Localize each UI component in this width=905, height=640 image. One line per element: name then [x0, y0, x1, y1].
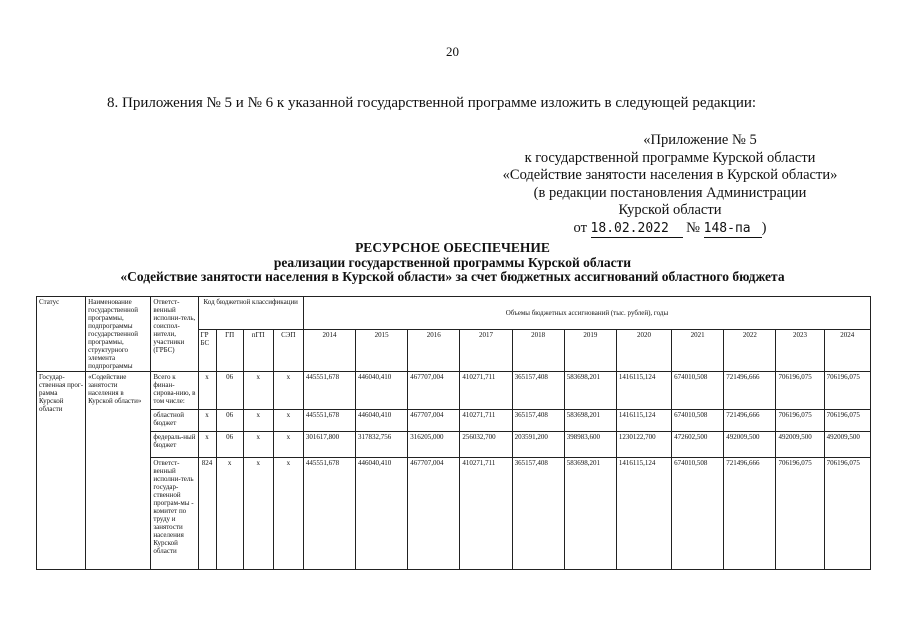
value-cell: 467707,004 — [408, 458, 460, 570]
sep-cell: х — [273, 410, 303, 432]
pgp-cell: х — [243, 410, 273, 432]
value-cell: 446040,410 — [356, 410, 408, 432]
header-code: Код бюджетной классификации — [198, 297, 303, 330]
grbs-cell: 824 — [198, 458, 216, 570]
pgp-cell: х — [243, 458, 273, 570]
grbs-cell: х — [198, 410, 216, 432]
value-cell: 706196,075 — [824, 458, 870, 570]
value-cell: 674010,508 — [672, 410, 724, 432]
header-volumes: Объемы бюджетных ассигнований (тыс. рублей), годы — [303, 297, 870, 330]
program-name-cell: «Содействие занятости населения в Курской области» — [86, 372, 151, 570]
value-cell: 583698,201 — [564, 372, 616, 410]
year-header: 2014 — [303, 330, 355, 372]
value-cell: 446040,410 — [356, 372, 408, 410]
value-cell: 256032,700 — [460, 432, 512, 458]
header-name: Наименование государственной программы, подпрограммы государственной программы, структурного элемента подпрограммы — [86, 297, 151, 372]
value-cell: 410271,711 — [460, 458, 512, 570]
appendix-line-3: «Содействие занятости населения в Курской области» — [502, 167, 838, 183]
sep-cell: х — [273, 458, 303, 570]
date-prefix: от — [573, 219, 587, 236]
header-gp: ГП — [216, 330, 243, 372]
value-cell: 410271,711 — [460, 372, 512, 410]
value-cell: 706196,075 — [824, 372, 870, 410]
value-cell: 316205,000 — [408, 432, 460, 458]
value-cell: 445551,678 — [303, 372, 355, 410]
value-cell: 445551,678 — [303, 410, 355, 432]
value-cell: 1416115,124 — [616, 410, 671, 432]
value-cell: 706196,075 — [776, 410, 824, 432]
title-line-2: реализации государственной программы Курской области — [273, 254, 632, 270]
status-cell: Государ-ственная прог-рамма Курской области — [37, 372, 86, 570]
gp-cell: 06 — [216, 410, 243, 432]
year-header: 2024 — [824, 330, 870, 372]
value-cell: 398983,600 — [564, 432, 616, 458]
grbs-cell: х — [198, 432, 216, 458]
value-cell: 472602,500 — [672, 432, 724, 458]
gp-cell: х — [216, 458, 243, 570]
value-cell: 203591,200 — [512, 432, 564, 458]
year-header: 2019 — [564, 330, 616, 372]
value-cell: 706196,075 — [776, 458, 824, 570]
document-title — [0, 241, 905, 285]
value-cell: 583698,201 — [564, 410, 616, 432]
grbs-cell: х — [198, 372, 216, 410]
value-cell: 583698,201 — [564, 458, 616, 570]
sep-cell: х — [273, 372, 303, 410]
year-header: 2017 — [460, 330, 512, 372]
year-header: 2021 — [672, 330, 724, 372]
value-cell: 492009,500 — [824, 432, 870, 458]
closing-paren: ) — [761, 219, 767, 236]
value-cell: 1416115,124 — [616, 372, 671, 410]
header-sep: СЭП — [273, 330, 303, 372]
value-cell: 674010,508 — [672, 372, 724, 410]
year-header: 2022 — [724, 330, 776, 372]
responsible-cell: Всего к финан-сирова-нию, в том числе: — [151, 372, 198, 410]
appendix-line-5: Курской области — [618, 202, 722, 218]
responsible-cell: Ответст-венный исполни-тель государ-ственной програм-мы - комитет по труду и занятости населения Курской области — [151, 458, 198, 570]
value-cell: 365157,408 — [512, 372, 564, 410]
value-cell: 674010,508 — [672, 458, 724, 570]
value-cell: 301617,800 — [303, 432, 355, 458]
appendix-line-4: (в редакции постановления Администрации — [533, 184, 807, 201]
year-header: 2023 — [776, 330, 824, 372]
value-cell: 706196,075 — [776, 372, 824, 410]
appendix-header — [480, 132, 860, 238]
value-cell: 467707,004 — [408, 372, 460, 410]
value-cell: 721496,666 — [724, 372, 776, 410]
year-header: 2016 — [408, 330, 460, 372]
value-cell: 317832,756 — [356, 432, 408, 458]
decree-date: 18.02.2022 — [591, 220, 683, 239]
value-cell: 445551,678 — [303, 458, 355, 570]
value-cell: 446040,410 — [356, 458, 408, 570]
value-cell: 492009,500 — [724, 432, 776, 458]
header-grbs: ГР БС — [198, 330, 216, 372]
title-line-3: «Содействие занятости населения в Курской области» за счет бюджетных ассигнований областного бюджета — [120, 269, 785, 284]
title-line-1: РЕСУРСНОЕ ОБЕСПЕЧЕНИЕ — [355, 240, 550, 255]
value-cell: 706196,075 — [824, 410, 870, 432]
item-8-text: 8. Приложения № 5 и № 6 к указанной государственной программе изложить в следующей редакции: — [107, 95, 757, 111]
appendix-line-1: «Приложение № 5 — [643, 132, 757, 148]
value-cell: 410271,711 — [460, 410, 512, 432]
responsible-cell: областной бюджет — [151, 410, 198, 432]
appendix-date-line — [480, 220, 860, 239]
value-cell: 492009,500 — [776, 432, 824, 458]
pgp-cell: х — [243, 372, 273, 410]
decree-number: 148-па — [704, 220, 762, 239]
value-cell: 467707,004 — [408, 410, 460, 432]
header-pgp: пГП — [243, 330, 273, 372]
value-cell: 365157,408 — [512, 458, 564, 570]
year-header: 2020 — [616, 330, 671, 372]
header-responsible: Ответст-венный исполни-тель, соиспол-нители, участники (ГРБС) — [151, 297, 198, 372]
value-cell: 365157,408 — [512, 410, 564, 432]
gp-cell: 06 — [216, 432, 243, 458]
responsible-cell: федераль-ный бюджет — [151, 432, 198, 458]
value-cell: 1230122,700 — [616, 432, 671, 458]
sep-cell: х — [273, 432, 303, 458]
page-number: 20 — [446, 44, 459, 59]
gp-cell: 06 — [216, 372, 243, 410]
value-cell: 721496,666 — [724, 410, 776, 432]
value-cell: 1416115,124 — [616, 458, 671, 570]
header-status: Статус — [37, 297, 86, 372]
value-cell: 721496,666 — [724, 458, 776, 570]
number-prefix: № — [686, 219, 701, 236]
pgp-cell: х — [243, 432, 273, 458]
resource-table — [36, 296, 871, 570]
year-header: 2018 — [512, 330, 564, 372]
appendix-line-2: к государственной программе Курской области — [524, 149, 816, 166]
year-header: 2015 — [356, 330, 408, 372]
